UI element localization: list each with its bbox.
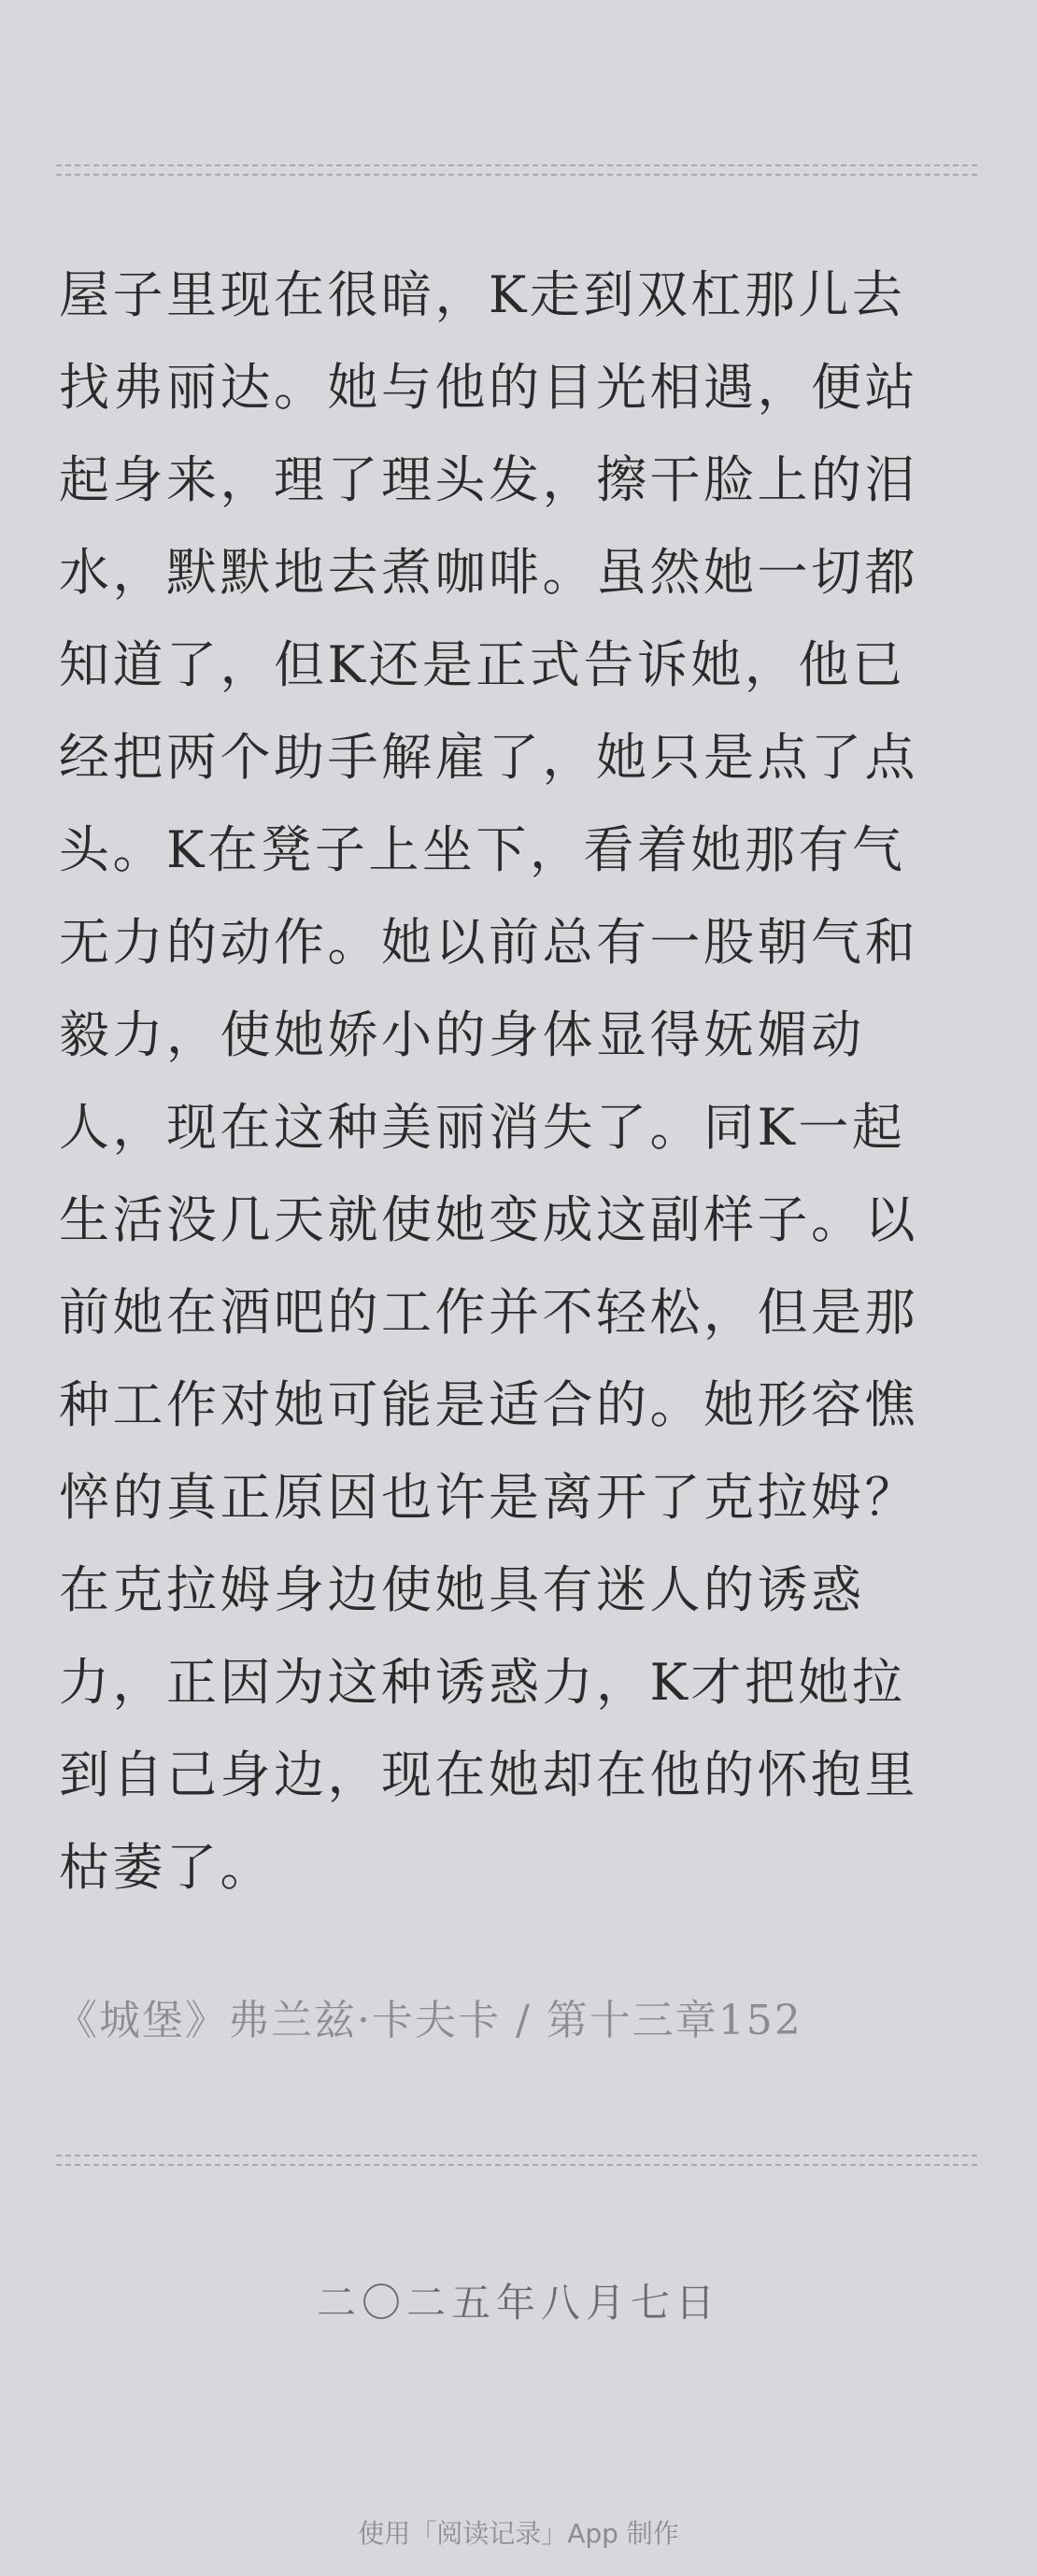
passage-line: 种工作对她可能是适合的。她形容憔 [59,1375,918,1434]
passage-line: 水，默默地去煮咖啡。虽然她一切都 [59,543,918,602]
bottom-divider [56,2155,977,2166]
top-divider [56,164,977,176]
passage-line: 在克拉姆身边使她具有迷人的诱惑 [59,1560,865,1619]
passage-line: 毅力，使她娇小的身体显得妩媚动 [59,1005,865,1064]
passage-line: 枯萎了。 [59,1838,274,1897]
passage-line: 起身来，理了理头发，擦干脸上的泪 [59,450,918,509]
passage-line: 前她在酒吧的工作并不轻松，但是那 [59,1283,918,1342]
passage-line: 力，正因为这种诱惑力，K才把她拉 [59,1653,906,1712]
book-source: 《城堡》弗兰兹·卡夫卡 / 第十三章152 [56,1997,803,2044]
passage-line: 生活没几天就使她变成这副样子。以 [59,1190,918,1249]
quote-passage [59,249,984,1914]
passage-line: 经把两个助手解雇了，她只是点了点 [59,728,918,787]
passage-line: 找弗丽达。她与他的目光相遇，便站 [59,358,918,417]
passage-line: 人，现在这种美丽消失了。同K一起 [59,1098,906,1157]
passage-line: 知道了，但K还是正式告诉她，他已 [59,635,906,694]
passage-line: 悴的真正原因也许是离开了克拉姆？ [59,1468,918,1527]
passage-line: 无力的动作。她以前总有一股朝气和 [59,913,918,972]
app-credit: 使用「阅读记录」App 制作 [358,2518,679,2549]
passage-line: 屋子里现在很暗，K走到双杠那儿去 [59,265,906,324]
passage-line: 头。K在凳子上坐下，看着她那有气 [59,820,906,879]
record-date: 二〇二五年八月七日 [316,2280,720,2326]
passage-line: 到自己身边，现在她却在他的怀抱里 [59,1745,918,1804]
